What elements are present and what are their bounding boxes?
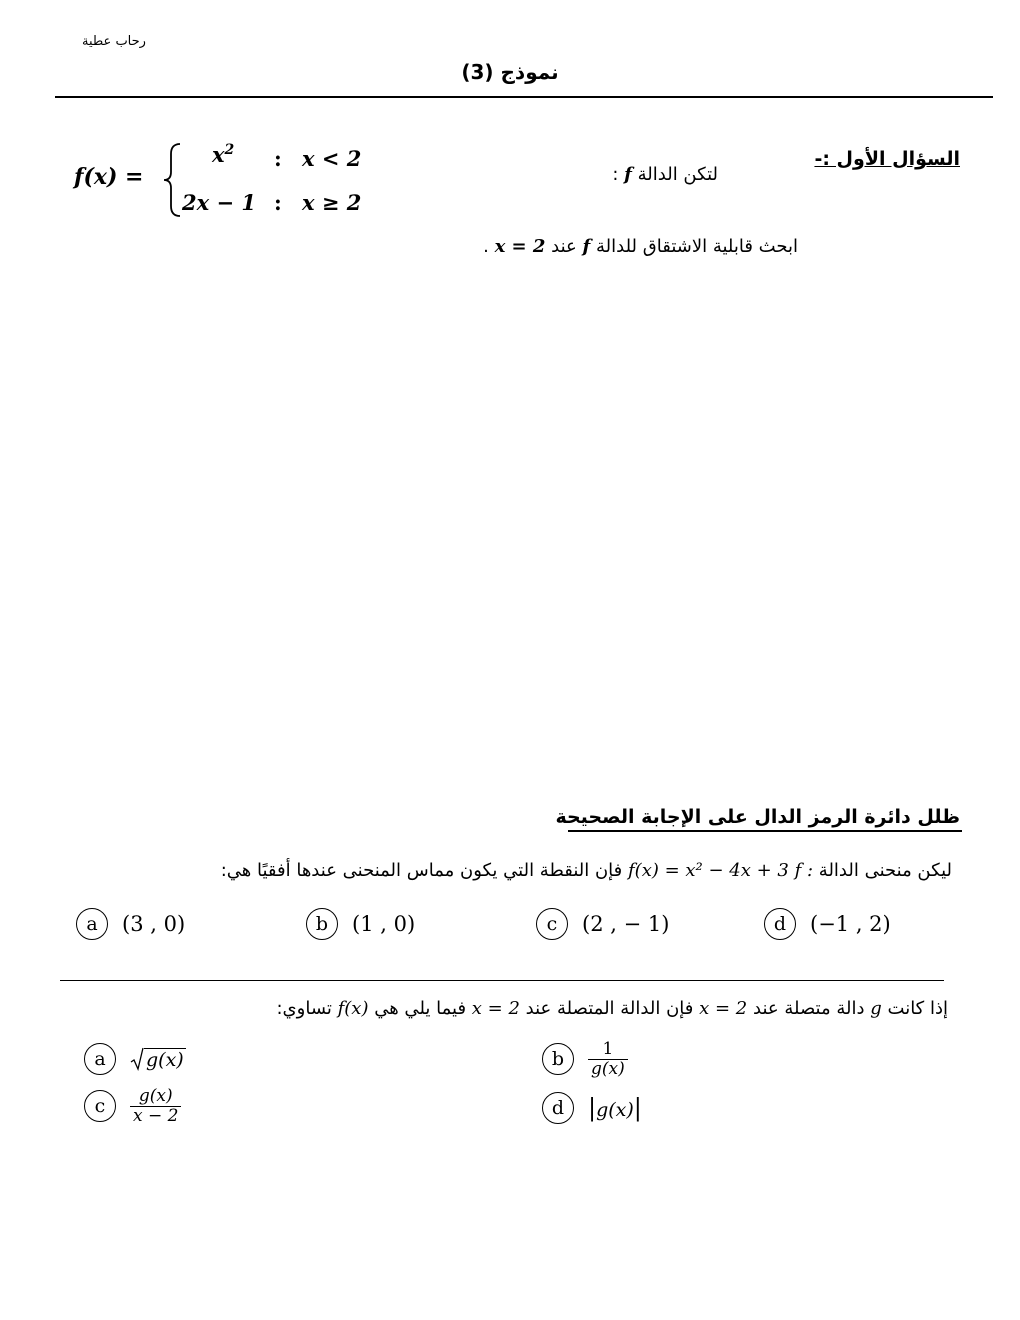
- option-value: (2 , − 1): [582, 912, 670, 936]
- fraction: [588, 1040, 628, 1078]
- q3-part1: إذا كانت: [887, 998, 948, 1019]
- q3-part3: فإن الدالة المتصلة عند: [525, 998, 694, 1019]
- q3-option-a[interactable]: [84, 1043, 186, 1075]
- q2-function: f(x) = x² − 4x + 3: [628, 860, 789, 881]
- fraction-numerator: 1: [602, 1039, 614, 1059]
- case1-expr: $x^2$: [212, 142, 235, 167]
- option-circle[interactable]: c: [84, 1090, 116, 1122]
- fraction: [130, 1087, 181, 1125]
- radicand: g(x): [146, 1049, 184, 1071]
- q2-var: f :: [794, 860, 814, 881]
- question-divider: [60, 980, 944, 981]
- task-var: f: [582, 236, 591, 257]
- option-circle[interactable]: d: [542, 1092, 574, 1124]
- q3-part2: دالة متصلة عند: [753, 998, 865, 1019]
- piecewise-function: [74, 140, 374, 220]
- q3-x2a: x = 2: [699, 998, 748, 1019]
- abs-bar-right: |: [633, 1094, 642, 1122]
- task-text: ابحث قابلية الاشتقاق للدالة: [596, 236, 798, 257]
- option-circle[interactable]: d: [764, 908, 796, 940]
- q2-option-d[interactable]: [764, 908, 891, 940]
- let-colon: :: [612, 164, 619, 185]
- option-value: (1 , 0): [352, 912, 416, 936]
- case2-expr: 2x − 1: [182, 190, 256, 215]
- task-point: x = 2: [494, 236, 546, 257]
- header-divider: [55, 96, 993, 98]
- option-circle[interactable]: c: [536, 908, 568, 940]
- let-text: لتكن الدالة: [637, 164, 718, 185]
- question1-let-line: [612, 164, 718, 185]
- page-title: نموذج (3): [461, 60, 559, 84]
- case1-colon: :: [274, 146, 282, 171]
- option-circle[interactable]: b: [542, 1043, 574, 1075]
- q3-fx: f(x): [337, 998, 369, 1019]
- option-circle[interactable]: b: [306, 908, 338, 940]
- case2-colon: :: [274, 190, 282, 215]
- let-var: f: [624, 164, 632, 185]
- q3-x2b: x = 2: [471, 998, 520, 1019]
- q3-part5: تساوي:: [276, 998, 332, 1019]
- left-brace-icon: [162, 142, 184, 218]
- q3-option-d[interactable]: [542, 1092, 642, 1124]
- q2-suffix: فإن النقطة التي يكون مماس المنحنى عندها أفقيًا هي:: [220, 860, 623, 881]
- q3-g: g: [870, 998, 882, 1019]
- radical-sign-icon: [130, 1047, 144, 1071]
- mcq-heading-underline: [568, 830, 962, 832]
- absolute-value-expression: [588, 1094, 642, 1122]
- function-lhs: f(x) =: [74, 164, 144, 190]
- fraction-denominator: x − 2: [130, 1106, 181, 1126]
- q3-option-c[interactable]: [84, 1087, 181, 1125]
- case2-condition: x ≥ 2: [302, 190, 362, 215]
- q3-part4: فيما يلي هي: [374, 998, 467, 1019]
- case1-condition: x < 2: [302, 146, 362, 171]
- q2-prefix: ليكن منحنى الدالة: [818, 860, 952, 881]
- question1-task: [483, 236, 798, 257]
- abs-inner: g(x): [596, 1099, 634, 1121]
- option-value: (−1 , 2): [810, 912, 891, 936]
- mcq-heading: ظلل دائرة الرمز الدال على الإجابة الصحيحة: [555, 806, 960, 828]
- question1-label: السؤال الأول :-: [814, 148, 960, 170]
- q2-option-c[interactable]: [536, 908, 669, 940]
- q3-option-b[interactable]: [542, 1040, 628, 1078]
- q2-option-a[interactable]: [76, 908, 185, 940]
- sqrt-expression: [130, 1047, 186, 1071]
- q2-option-b[interactable]: [306, 908, 415, 940]
- question2-stem: [221, 860, 952, 881]
- option-circle[interactable]: a: [76, 908, 108, 940]
- task-at: عند: [551, 236, 577, 257]
- task-end: .: [483, 236, 489, 257]
- question3-stem: [276, 998, 948, 1019]
- fraction-denominator: g(x): [588, 1059, 628, 1079]
- author-name: رحاب عطية: [82, 34, 146, 49]
- option-value: (3 , 0): [122, 912, 186, 936]
- fraction-numerator: g(x): [138, 1086, 173, 1106]
- abs-bar-left: |: [588, 1094, 597, 1122]
- option-circle[interactable]: a: [84, 1043, 116, 1075]
